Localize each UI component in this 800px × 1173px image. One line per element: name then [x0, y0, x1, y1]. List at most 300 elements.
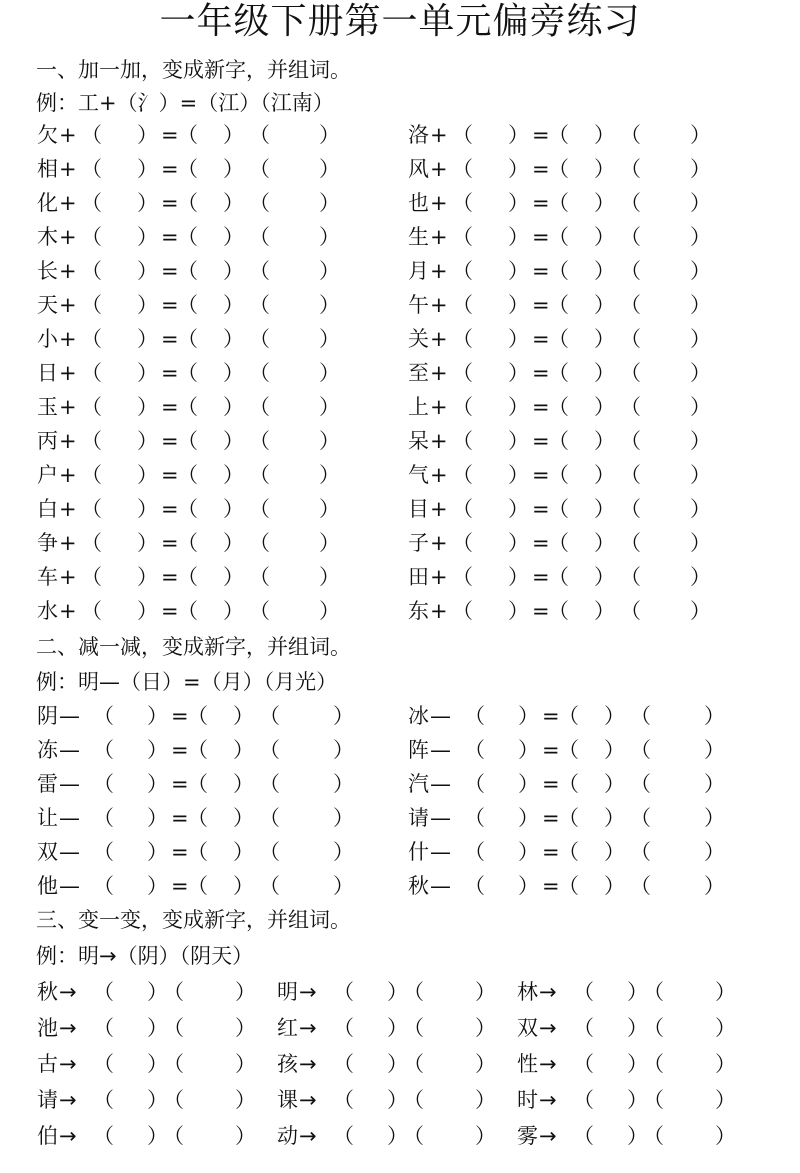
equals-sign: =: [542, 772, 560, 796]
close-paren: ）: [475, 1088, 496, 1112]
word-blank[interactable]: [423, 1086, 483, 1114]
open-paren: （: [177, 157, 198, 181]
word-blank[interactable]: [279, 770, 339, 798]
exercise-row: [408, 702, 758, 730]
open-paren: （: [249, 293, 270, 317]
exercise-row: [517, 1122, 747, 1150]
exercise-row: [277, 1014, 507, 1042]
word-blank[interactable]: [279, 872, 339, 900]
arrow-icon: →: [59, 1052, 77, 1076]
close-paren: ）: [518, 840, 539, 864]
plus-sign: +: [59, 225, 77, 249]
open-paren: （: [177, 497, 198, 521]
equals-sign: =: [532, 497, 550, 521]
open-paren: （: [81, 157, 102, 181]
base-character: 天: [37, 293, 58, 317]
equals-sign: =: [171, 806, 189, 830]
equals-sign: =: [161, 361, 179, 385]
minus-sign: —: [59, 840, 80, 864]
close-paren: ）: [223, 463, 244, 487]
base-character: 午: [408, 293, 429, 317]
exercise-row: [37, 359, 377, 387]
base-character: 阴: [37, 704, 58, 728]
open-paren: （: [630, 772, 651, 796]
minus-sign: —: [430, 738, 451, 762]
open-paren: （: [452, 123, 473, 147]
exercise-row: [37, 189, 377, 217]
close-paren: ）: [690, 123, 711, 147]
close-paren: ）: [319, 565, 340, 589]
close-paren: ）: [475, 1052, 496, 1076]
open-paren: （: [548, 497, 569, 521]
minus-sign: —: [430, 772, 451, 796]
close-paren: ）: [137, 361, 158, 385]
open-paren: （: [81, 259, 102, 283]
word-blank[interactable]: [423, 1122, 483, 1150]
word-blank[interactable]: [183, 1122, 243, 1150]
close-paren: ）: [319, 225, 340, 249]
open-paren: （: [464, 704, 485, 728]
close-paren: ）: [137, 327, 158, 351]
open-paren: （: [548, 259, 569, 283]
plus-sign: +: [430, 293, 448, 317]
plus-sign: +: [430, 463, 448, 487]
open-paren: （: [620, 565, 641, 589]
open-paren: （: [163, 1052, 184, 1076]
close-paren: ）: [690, 157, 711, 181]
close-paren: ）: [715, 1052, 736, 1076]
equals-sign: =: [532, 429, 550, 453]
arrow-icon: →: [539, 1124, 557, 1148]
plus-sign: +: [430, 565, 448, 589]
equals-sign: =: [532, 293, 550, 317]
equals-sign: =: [532, 531, 550, 555]
open-paren: （: [177, 463, 198, 487]
close-paren: ）: [235, 980, 256, 1004]
close-paren: ）: [604, 806, 625, 830]
open-paren: （: [249, 157, 270, 181]
close-paren: ）: [319, 463, 340, 487]
close-paren: ）: [147, 980, 168, 1004]
close-paren: ）: [319, 395, 340, 419]
close-paren: ）: [223, 361, 244, 385]
plus-sign: +: [59, 395, 77, 419]
exercise-row: [37, 872, 387, 900]
base-character: 田: [408, 565, 429, 589]
close-paren: ）: [147, 1124, 168, 1148]
close-paren: ）: [387, 1124, 408, 1148]
close-paren: ）: [704, 840, 725, 864]
close-paren: ）: [594, 395, 615, 419]
open-paren: （: [630, 806, 651, 830]
exercise-row: [408, 495, 748, 523]
open-paren: （: [249, 123, 270, 147]
open-paren: （: [163, 1088, 184, 1112]
arrow-icon: →: [59, 980, 77, 1004]
close-paren: ）: [233, 738, 254, 762]
close-paren: ）: [690, 293, 711, 317]
open-paren: （: [249, 395, 270, 419]
exercise-row: [37, 770, 387, 798]
open-paren: （: [177, 293, 198, 317]
close-paren: ）: [137, 123, 158, 147]
open-paren: （: [548, 225, 569, 249]
exercise-row: [408, 189, 748, 217]
close-paren: ）: [594, 531, 615, 555]
close-paren: ）: [333, 772, 354, 796]
page-title: 一年级下册第一单元偏旁练习: [159, 1, 641, 42]
base-character: 伯: [37, 1124, 58, 1148]
base-character: 红: [277, 1016, 298, 1040]
close-paren: ）: [690, 429, 711, 453]
close-paren: ）: [518, 874, 539, 898]
close-paren: ）: [233, 840, 254, 864]
open-paren: （: [249, 361, 270, 385]
open-paren: （: [81, 497, 102, 521]
close-paren: ）: [223, 395, 244, 419]
close-paren: ）: [627, 980, 648, 1004]
plus-sign: +: [59, 327, 77, 351]
open-paren: （: [81, 429, 102, 453]
base-character: 冻: [37, 738, 58, 762]
exercise-row: [37, 563, 377, 591]
plus-sign: +: [430, 395, 448, 419]
plus-sign: +: [430, 361, 448, 385]
open-paren: （: [630, 738, 651, 762]
word-blank[interactable]: [650, 736, 710, 764]
base-character: 呆: [408, 429, 429, 453]
open-paren: （: [403, 1016, 424, 1040]
base-character: 性: [517, 1052, 538, 1076]
equals-sign: =: [171, 840, 189, 864]
close-paren: ）: [690, 599, 711, 623]
base-character: 气: [408, 463, 429, 487]
exercise-row: [37, 155, 377, 183]
open-paren: （: [163, 1124, 184, 1148]
open-paren: （: [259, 874, 280, 898]
close-paren: ）: [704, 772, 725, 796]
open-paren: （: [558, 738, 579, 762]
close-paren: ）: [333, 806, 354, 830]
open-paren: （: [573, 980, 594, 1004]
equals-sign: =: [542, 738, 560, 762]
exercise-row: [408, 359, 748, 387]
open-paren: （: [548, 191, 569, 215]
word-blank[interactable]: [650, 702, 710, 730]
close-paren: ）: [235, 1088, 256, 1112]
exercise-row: [408, 427, 748, 455]
base-character: 东: [408, 599, 429, 623]
open-paren: （: [452, 361, 473, 385]
word-blank[interactable]: [663, 1122, 723, 1150]
close-paren: ）: [235, 1016, 256, 1040]
plus-sign: +: [430, 327, 448, 351]
open-paren: （: [620, 327, 641, 351]
close-paren: ）: [137, 191, 158, 215]
word-blank[interactable]: [183, 1050, 243, 1078]
base-character: 秋: [37, 980, 58, 1004]
open-paren: （: [573, 1016, 594, 1040]
arrow-icon: →: [539, 1016, 557, 1040]
base-character: 课: [277, 1088, 298, 1112]
equals-sign: =: [542, 874, 560, 898]
open-paren: （: [452, 395, 473, 419]
open-paren: （: [333, 1124, 354, 1148]
open-paren: （: [177, 225, 198, 249]
open-paren: （: [452, 293, 473, 317]
close-paren: ）: [604, 874, 625, 898]
arrow-icon: →: [59, 1016, 77, 1040]
open-paren: （: [620, 531, 641, 555]
open-paren: （: [643, 980, 664, 1004]
open-paren: （: [548, 395, 569, 419]
close-paren: ）: [604, 738, 625, 762]
equals-sign: =: [532, 327, 550, 351]
equals-sign: =: [532, 565, 550, 589]
base-character: 长: [37, 259, 58, 283]
word-blank[interactable]: [279, 702, 339, 730]
close-paren: ）: [715, 1124, 736, 1148]
word-blank[interactable]: [183, 1086, 243, 1114]
open-paren: （: [630, 874, 651, 898]
base-character: 月: [408, 259, 429, 283]
open-paren: （: [464, 874, 485, 898]
open-paren: （: [620, 123, 641, 147]
open-paren: （: [573, 1088, 594, 1112]
equals-sign: =: [532, 599, 550, 623]
open-paren: （: [177, 259, 198, 283]
plus-sign: +: [59, 463, 77, 487]
section1-heading: 一、加一加，变成新字，并组词。: [36, 58, 351, 82]
open-paren: （: [81, 327, 102, 351]
open-paren: （: [548, 565, 569, 589]
open-paren: （: [333, 1052, 354, 1076]
exercise-row: [408, 325, 748, 353]
close-paren: ）: [319, 497, 340, 521]
open-paren: （: [81, 565, 102, 589]
word-blank[interactable]: [650, 804, 710, 832]
close-paren: ）: [475, 1124, 496, 1148]
open-paren: （: [630, 704, 651, 728]
open-paren: （: [548, 327, 569, 351]
close-paren: ）: [690, 565, 711, 589]
close-paren: ）: [518, 806, 539, 830]
close-paren: ）: [594, 157, 615, 181]
word-blank[interactable]: [279, 804, 339, 832]
word-blank[interactable]: [650, 770, 710, 798]
exercise-row: [37, 461, 377, 489]
exercise-row: [408, 393, 748, 421]
exercise-row: [37, 427, 377, 455]
open-paren: （: [452, 191, 473, 215]
close-paren: ）: [333, 738, 354, 762]
close-paren: ）: [387, 980, 408, 1004]
open-paren: （: [403, 1052, 424, 1076]
close-paren: ）: [604, 704, 625, 728]
plus-sign: +: [430, 225, 448, 249]
close-paren: ）: [223, 497, 244, 521]
close-paren: ）: [715, 1088, 736, 1112]
close-paren: ）: [387, 1016, 408, 1040]
close-paren: ）: [319, 599, 340, 623]
equals-sign: =: [532, 123, 550, 147]
open-paren: （: [81, 599, 102, 623]
equals-sign: =: [161, 259, 179, 283]
open-paren: （: [81, 123, 102, 147]
close-paren: ）: [235, 1052, 256, 1076]
word-blank[interactable]: [650, 838, 710, 866]
plus-sign: +: [59, 157, 77, 181]
arrow-icon: →: [299, 1016, 317, 1040]
open-paren: （: [558, 806, 579, 830]
close-paren: ）: [508, 123, 529, 147]
base-character: 汽: [408, 772, 429, 796]
exercise-row: [408, 257, 748, 285]
close-paren: ）: [137, 157, 158, 181]
close-paren: ）: [508, 157, 529, 181]
base-character: 什: [408, 840, 429, 864]
close-paren: ）: [233, 874, 254, 898]
close-paren: ）: [223, 429, 244, 453]
arrow-icon: →: [59, 1088, 77, 1112]
open-paren: （: [259, 738, 280, 762]
open-paren: （: [630, 840, 651, 864]
plus-sign: +: [59, 191, 77, 215]
plus-sign: +: [59, 361, 77, 385]
exercise-row: [408, 872, 758, 900]
open-paren: （: [464, 840, 485, 864]
open-paren: （: [81, 395, 102, 419]
open-paren: （: [558, 840, 579, 864]
exercise-row: [37, 495, 377, 523]
close-paren: ）: [475, 1016, 496, 1040]
equals-sign: =: [161, 191, 179, 215]
exercise-row: [408, 291, 748, 319]
plus-sign: +: [430, 497, 448, 521]
close-paren: ）: [223, 531, 244, 555]
open-paren: （: [187, 806, 208, 830]
section1-example: 例：工+（氵）=（江）（江南）: [36, 91, 334, 115]
close-paren: ）: [518, 704, 539, 728]
word-blank[interactable]: [279, 736, 339, 764]
close-paren: ）: [594, 463, 615, 487]
open-paren: （: [177, 599, 198, 623]
close-paren: ）: [223, 565, 244, 589]
close-paren: ）: [518, 772, 539, 796]
close-paren: ）: [594, 259, 615, 283]
close-paren: ）: [594, 361, 615, 385]
open-paren: （: [259, 840, 280, 864]
open-paren: （: [177, 429, 198, 453]
word-blank[interactable]: [423, 978, 483, 1006]
open-paren: （: [620, 157, 641, 181]
base-character: 木: [37, 225, 58, 249]
open-paren: （: [548, 123, 569, 147]
close-paren: ）: [690, 191, 711, 215]
open-paren: （: [620, 395, 641, 419]
close-paren: ）: [147, 840, 168, 864]
equals-sign: =: [161, 157, 179, 181]
open-paren: （: [452, 225, 473, 249]
close-paren: ）: [508, 429, 529, 453]
exercise-row: [37, 257, 377, 285]
base-character: 上: [408, 395, 429, 419]
exercise-row: [37, 1086, 267, 1114]
close-paren: ）: [319, 361, 340, 385]
base-character: 欠: [37, 123, 58, 147]
word-blank[interactable]: [183, 1014, 243, 1042]
close-paren: ）: [233, 704, 254, 728]
word-blank[interactable]: [423, 1014, 483, 1042]
word-blank[interactable]: [183, 978, 243, 1006]
open-paren: （: [187, 772, 208, 796]
close-paren: ）: [223, 293, 244, 317]
exercise-row: [408, 597, 748, 625]
minus-sign: —: [59, 738, 80, 762]
open-paren: （: [177, 191, 198, 215]
minus-sign: —: [430, 806, 451, 830]
open-paren: （: [620, 463, 641, 487]
close-paren: ）: [137, 395, 158, 419]
open-paren: （: [643, 1124, 664, 1148]
close-paren: ）: [704, 704, 725, 728]
open-paren: （: [452, 497, 473, 521]
base-character: 水: [37, 599, 58, 623]
open-paren: （: [249, 497, 270, 521]
close-paren: ）: [604, 772, 625, 796]
exercise-row: [408, 461, 748, 489]
open-paren: （: [93, 772, 114, 796]
close-paren: ）: [594, 327, 615, 351]
open-paren: （: [249, 531, 270, 555]
word-blank[interactable]: [279, 838, 339, 866]
base-character: 雷: [37, 772, 58, 796]
exercise-row: [37, 1050, 267, 1078]
close-paren: ）: [690, 259, 711, 283]
base-character: 明: [277, 980, 298, 1004]
word-blank[interactable]: [663, 1050, 723, 1078]
open-paren: （: [548, 361, 569, 385]
exercise-row: [517, 1086, 747, 1114]
word-blank[interactable]: [423, 1050, 483, 1078]
equals-sign: =: [161, 327, 179, 351]
close-paren: ）: [333, 874, 354, 898]
exercise-row: [37, 736, 387, 764]
equals-sign: =: [542, 840, 560, 864]
equals-sign: =: [532, 395, 550, 419]
word-blank[interactable]: [650, 872, 710, 900]
open-paren: （: [548, 429, 569, 453]
open-paren: （: [259, 806, 280, 830]
open-paren: （: [93, 806, 114, 830]
exercise-row: [37, 804, 387, 832]
open-paren: （: [620, 497, 641, 521]
close-paren: ）: [594, 599, 615, 623]
word-blank[interactable]: [663, 1086, 723, 1114]
exercise-row: [37, 121, 377, 149]
open-paren: （: [177, 361, 198, 385]
exercise-row: [37, 978, 267, 1006]
close-paren: ）: [319, 293, 340, 317]
word-blank[interactable]: [663, 1014, 723, 1042]
open-paren: （: [259, 704, 280, 728]
open-paren: （: [620, 225, 641, 249]
base-character: 动: [277, 1124, 298, 1148]
open-paren: （: [643, 1088, 664, 1112]
close-paren: ）: [690, 327, 711, 351]
word-blank[interactable]: [663, 978, 723, 1006]
open-paren: （: [573, 1124, 594, 1148]
